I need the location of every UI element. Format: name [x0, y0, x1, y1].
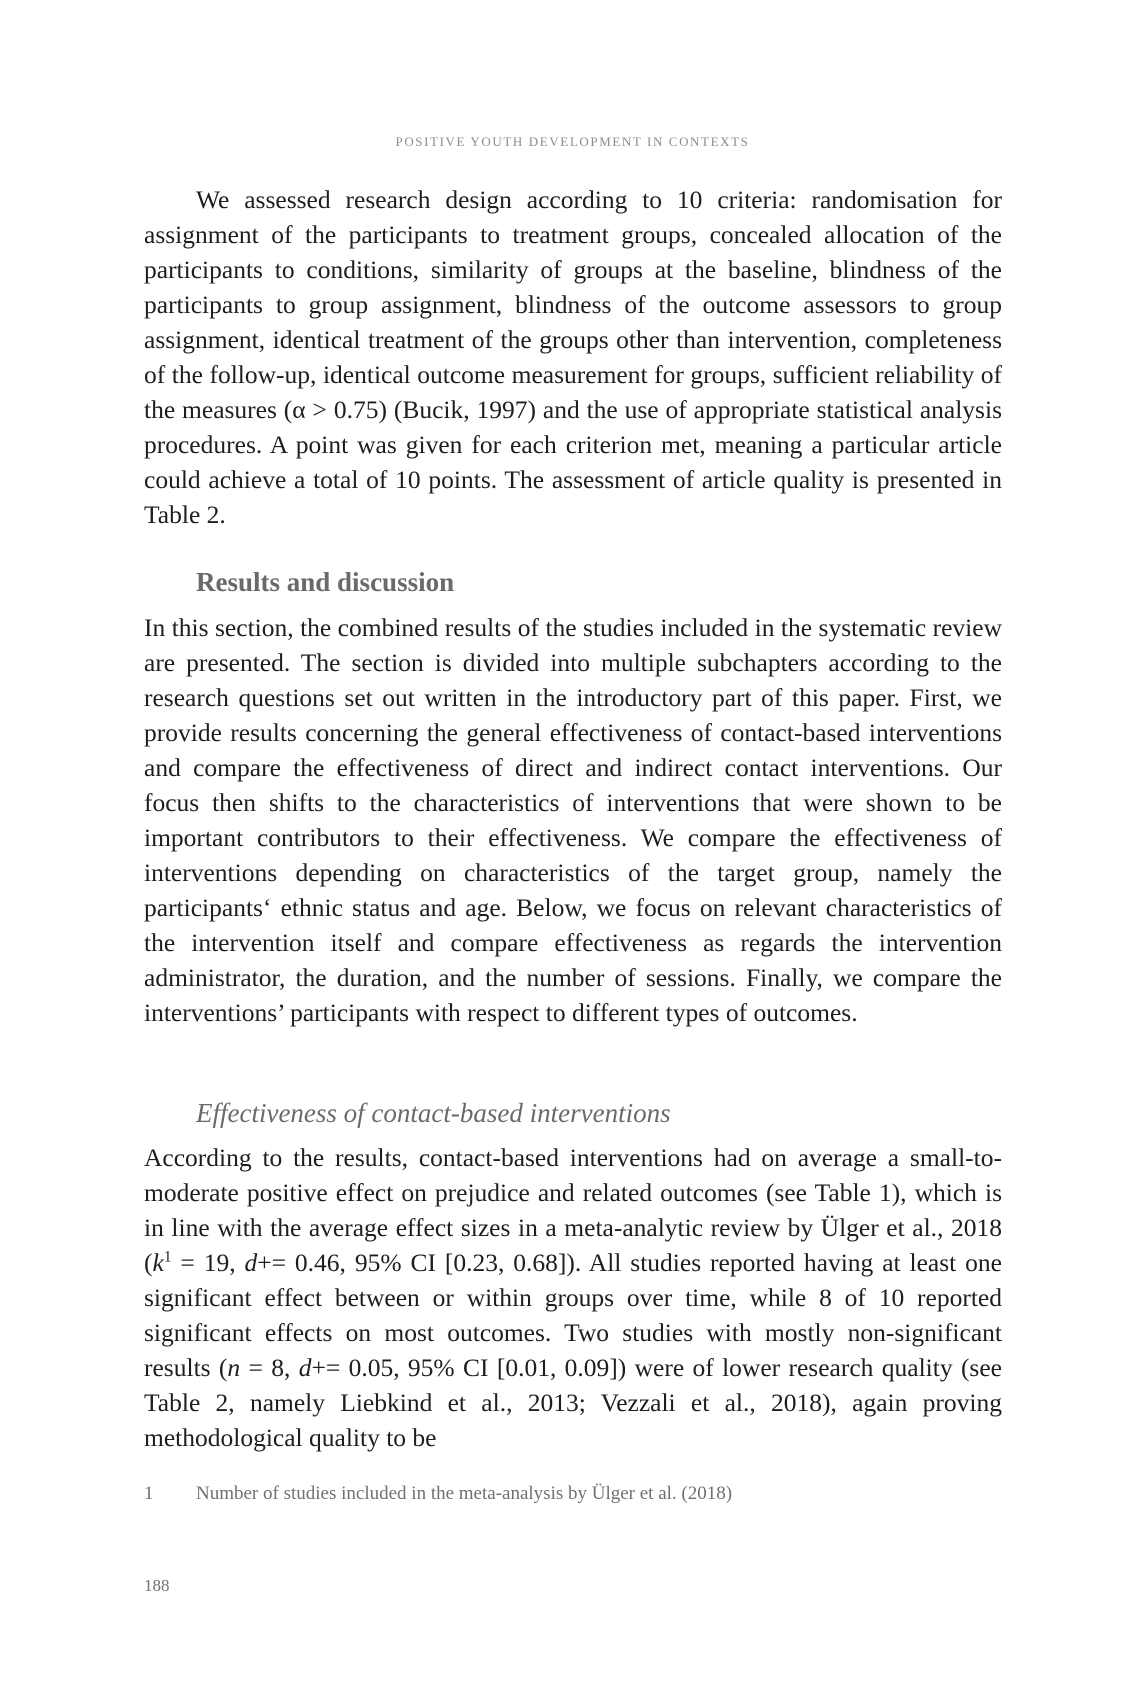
section-heading-results: Results and discussion	[196, 567, 455, 597]
text-segment: = 19,	[171, 1248, 245, 1277]
footnote-ref: 1	[163, 1248, 172, 1266]
footnote-text: Number of studies included in the meta-analysis by Ülger et al. (2018)	[196, 1483, 733, 1504]
symbol-k: k	[152, 1248, 164, 1277]
subsection-heading-effectiveness: Effectiveness of contact-based interventions	[196, 1098, 671, 1128]
paragraph-effectiveness	[144, 1140, 1002, 1455]
text-segment: According to the results, contact-based interventions had on average a small-to-moderate positive effect on prejudice and related outcomes (see Table 1), which is in line with the average effect sizes in a meta-analytic review by Ülger et al., 2018 (	[144, 1143, 1002, 1277]
symbol-n: n	[227, 1353, 241, 1382]
page-number: 188	[144, 1576, 170, 1595]
paragraph-research-design: We assessed research design according to 10 criteria: randomisation for assignment of the participants to treatment groups, concealed allocation of the participants to conditions, similarity of groups at the baseline, blindness of the participants to group assignment, blindness of the outcome assessors to group assignment, identical treatment of the groups other than intervention, completeness of the follow-up, identical outcome measurement for groups, sufficient reliability of the measures (α > 0.75) (Bucik, 1997) and the use of appropriate statistical analysis procedures. A point was given for each criterion met, meaning a particular article could achieve a total of 10 points. The assessment of article quality is presented in Table 2.	[144, 185, 1002, 529]
footnote-number: 1	[144, 1483, 154, 1504]
text-segment: = 8,	[240, 1353, 299, 1382]
text-segment: += 0.46, 95% CI [0.23, 0.68]). All studies reported having at least one significant effect between or within groups over time, while 8 of 10 reported significant effects on most outcomes. Two studies with mostly non-significant results (	[144, 1248, 1002, 1382]
text-segment: += 0.05, 95% CI [0.01, 0.09]) were of lower research quality (see Table 2, namely Liebkind et al., 2013; Vezzali et al., 2018), again proving methodological quality to be	[144, 1353, 1002, 1452]
symbol-d: d	[298, 1353, 312, 1382]
symbol-d: d	[244, 1248, 258, 1277]
running-head: POSITIVE YOUTH DEVELOPMENT IN CONTEXTS	[395, 134, 750, 149]
paragraph-results-overview: In this section, the combined results of the studies included in the systematic review are presented. The section is divided into multiple subchapters according to the research questions set out written in the introductory part of this paper. First, we provide results concerning the general effectiveness of contact-based interventions and compare the effectiveness of direct and indirect contact interventions. Our focus then shifts to the characteristics of interventions that were shown to be important contributors to their effectiveness. We compare the effectiveness of interventions depending on characteristics of the target group, namely the participants‘ ethnic status and age. Below, we focus on relevant characteristics of the intervention itself and compare effectiveness as regards the intervention administrator, the duration, and the number of sessions. Finally, we compare the interventions’ participants with respect to different types of outcomes.	[144, 613, 1002, 1027]
footnote	[144, 1483, 1002, 1505]
